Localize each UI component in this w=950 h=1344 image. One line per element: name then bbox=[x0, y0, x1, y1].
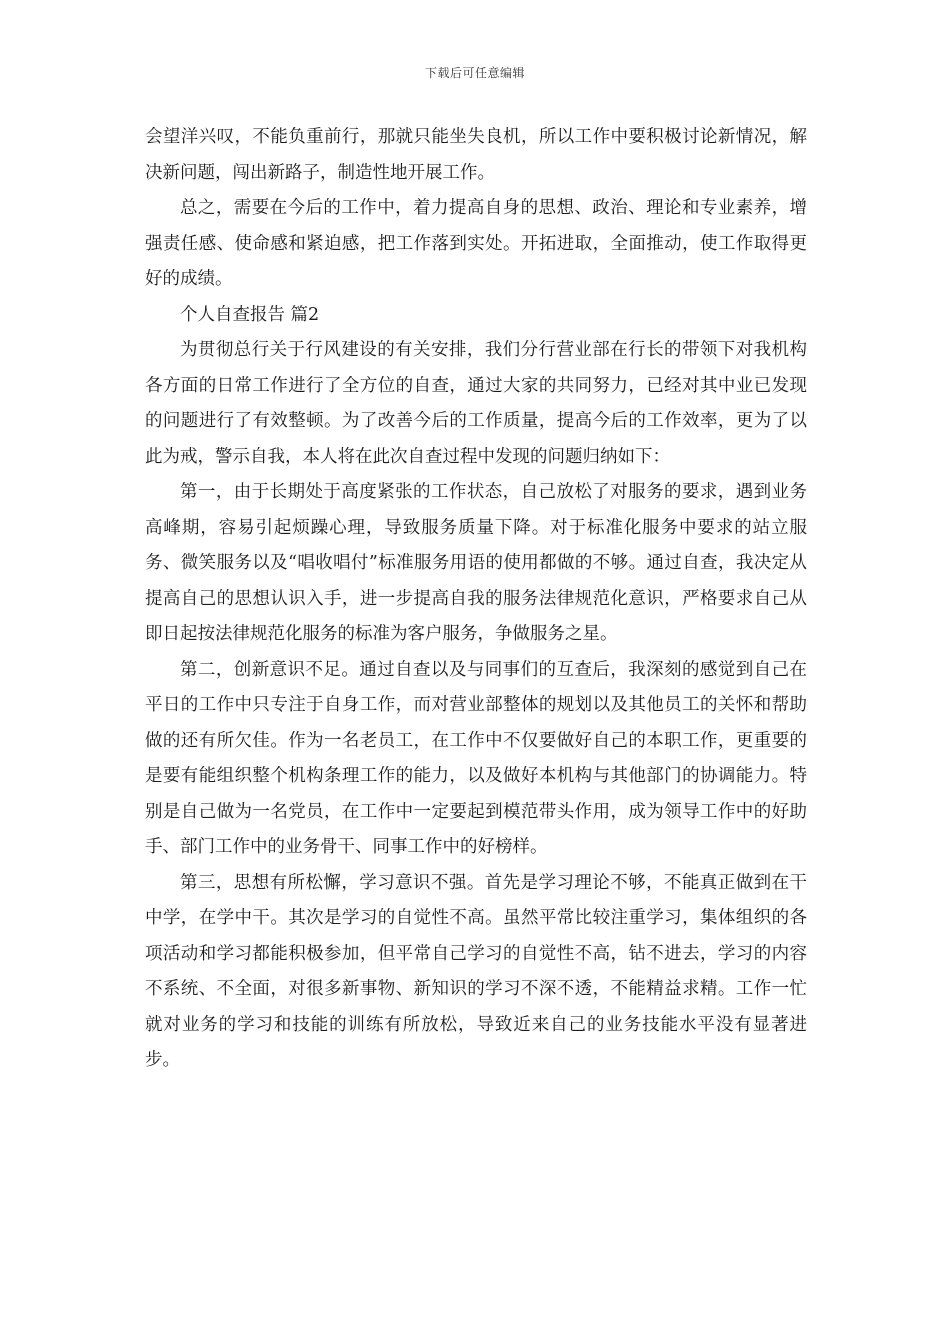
paragraph-continuation: 会望洋兴叹，不能负重前行，那就只能坐失良机，所以工作中要积极讨论新情况，解决新问题，闯出新路子，制造性地开展工作。 bbox=[145, 127, 807, 183]
paragraph-point-3: 第三，思想有所松懈，学习意识不强。首先是学习理论不够，不能真正做到在干中学，在学中干。其次是学习的自觉性不高。虽然平常比较注重学习，集体组织的各项活动和学习都能积极参加，但平常自己学习的自觉性不高，钻不进去，学习的内容不系统、不全面，对很多新事物、新知识的学习不深不透，不能精益求精。工作一忙就对业务的学习和技能的训练有所放松，导致近来自己的业务技能水平没有显著进步。 bbox=[145, 872, 807, 1070]
section-heading: 个人自查报告 篇2 bbox=[180, 304, 320, 325]
paragraph-point-1: 第一，由于长期处于高度紧张的工作状态，自己放松了对服务的要求，遇到业务高峰期，容易引起烦躁心理，导致服务质量下降。对于标准化服务中要求的站立服务、微笑服务以及“唱收唱付”标准服务用语的使用都做的不够。通过自查，我决定从提高自己的思想认识入手，进一步提高自我的服务法律规范化意识，严格要求自己从即日起按法律规范化服务的标准为客户服务，争做服务之星。 bbox=[145, 482, 807, 644]
paragraph-conclusion: 总之，需要在今后的工作中，着力提高自身的思想、政治、理论和专业素养，增强责任感、使命感和紧迫感，把工作落到实处。开拓进取，全面推动，使工作取得更好的成绩。 bbox=[145, 198, 807, 289]
page-header: 下载后可任意编辑 bbox=[424, 66, 525, 80]
paragraph-point-2: 第二，创新意识不足。通过自查以及与同事们的互查后，我深刻的感觉到自己在平日的工作中只专注于自身工作，而对营业部整体的规划以及其他员工的关怀和帮助做的还有所欠佳。作为一名老员工，在工作中不仅要做好自己的本职工作，更重要的是要有能组织整个机构条理工作的能力，以及做好本机构与其他部门的协调能力。特别是自己做为一名党员，在工作中一定要起到模范带头作用，成为领导工作中的好助手、部门工作中的业务骨干、同事工作中的好榜样。 bbox=[145, 659, 807, 857]
paragraph-intro: 为贯彻总行关于行风建设的有关安排，我们分行营业部在行长的带领下对我机构各方面的日常工作进行了全方位的自查，通过大家的共同努力，已经对其中业已发现的问题进行了有效整顿。为了改善今后的工作质量，提高今后的工作效率，更为了以此为戒，警示自我，本人将在此次自查过程中发现的问题归纳如下： bbox=[145, 340, 807, 467]
document-body bbox=[145, 120, 807, 1079]
